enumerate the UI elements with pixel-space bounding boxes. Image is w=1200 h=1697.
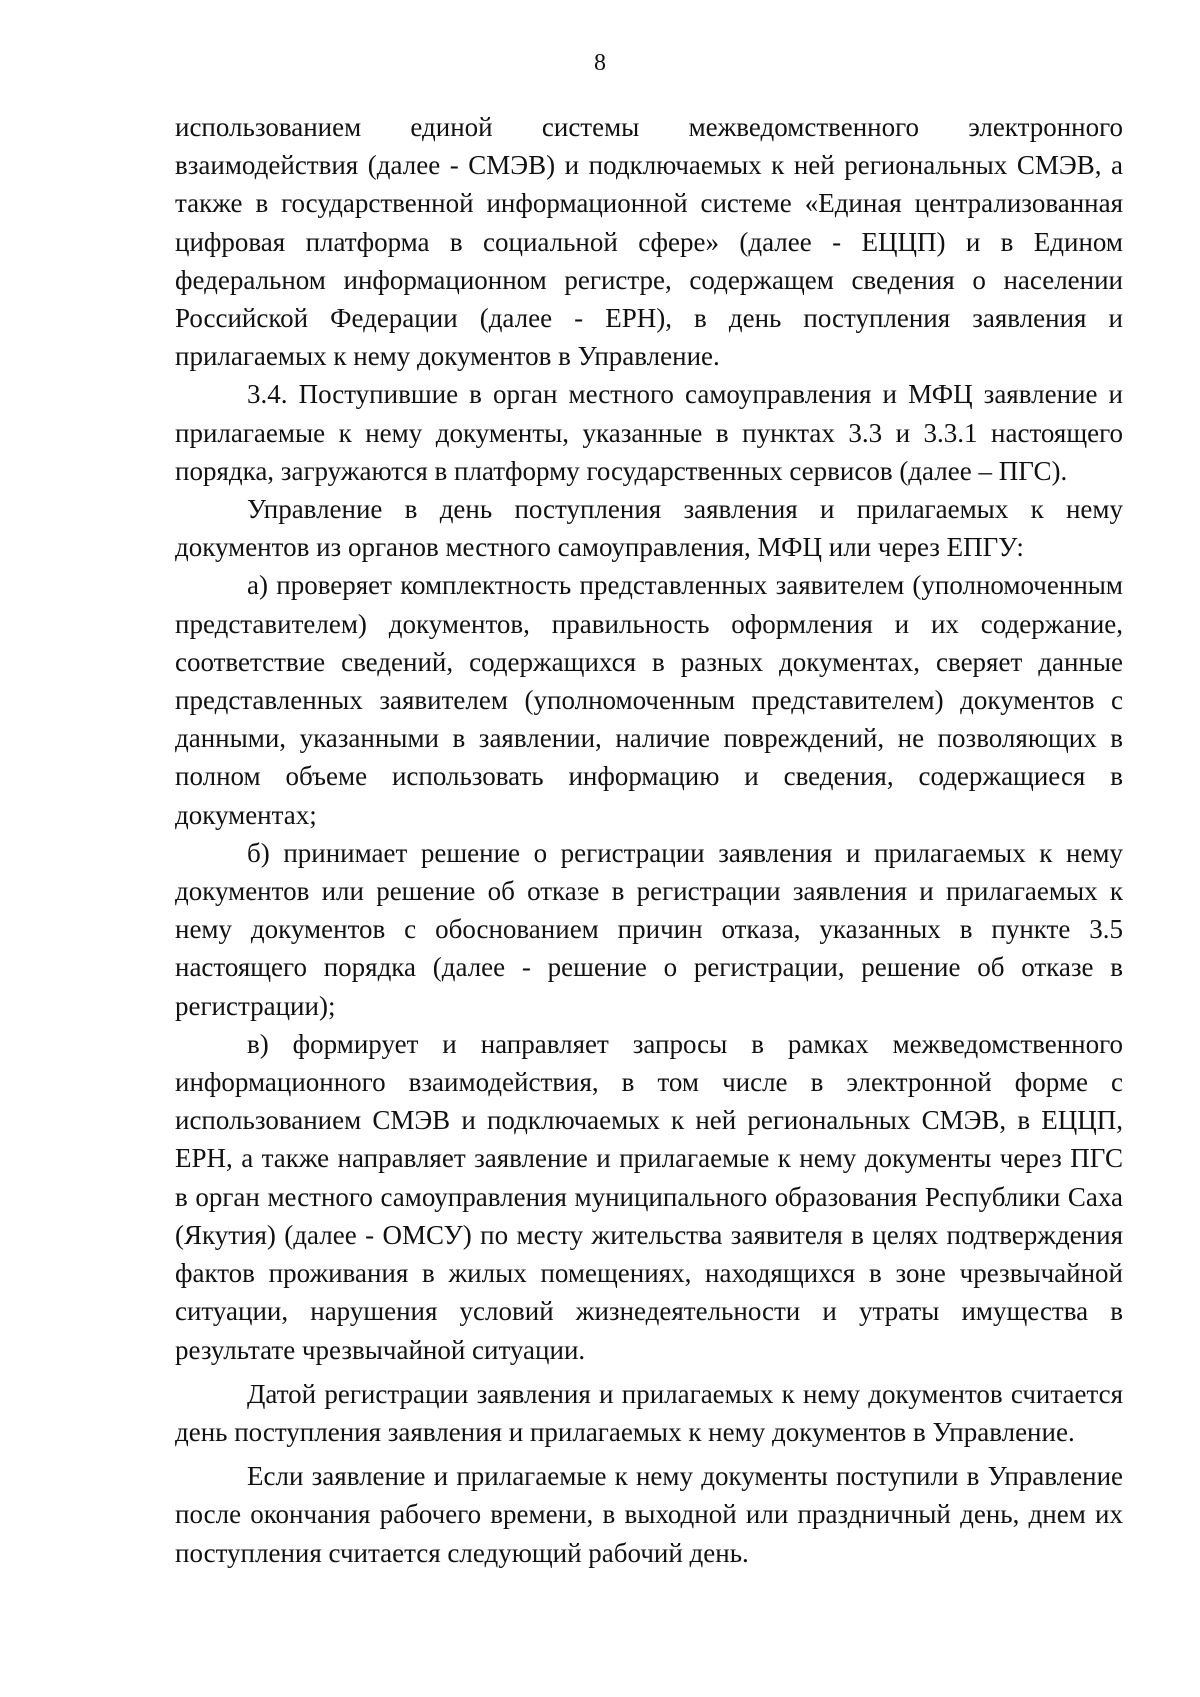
page-number: 8 (594, 50, 606, 76)
paragraph-management-duties-intro: Управление в день поступления заявления и прилагаемых к нему документов из органов местного самоуправления, МФЦ или через ЕПГУ: (175, 494, 1123, 563)
paragraph-3-4: 3.4. Поступившие в орган местного самоуправления и МФЦ заявление и прилагаемые к нему документы, указанные в пунктах 3.3 и 3.3.1 настоящего порядка, загружаются в платформу государственных сервисов (далее – ПГС). (175, 379, 1123, 486)
paragraph-registration-date: Датой регистрации заявления и прилагаемых к нему документов считается день поступления заявления и прилагаемых к нему документов в Управление. (175, 1378, 1123, 1447)
paragraph-after-hours: Если заявление и прилагаемые к нему документы поступили в Управление после окончания рабочего времени, в выходной или праздничный день, днем их поступления считается следующий рабочий день. (175, 1461, 1123, 1568)
paragraph-continuation: использованием единой системы межведомственного электронного взаимодействия (далее - СМЭВ) и подключаемых к ней региональных СМЭВ, а также в государственной информационной системе «Единая централизованная цифровая платформа в социальной сфере» (далее - ЕЦЦП) и в Едином федеральном информационном регистре, содержащем сведения о населении Российской Федерации (далее - ЕРН), в день поступления заявления и прилагаемых к нему документов в Управление. (175, 112, 1123, 372)
paragraph-item-b: б) принимает решение о регистрации заявления и прилагаемых к нему документов или решение об отказе в регистрации заявления и прилагаемых к нему документов с обоснованием причин отказа, указанных в пункте 3.5 настоящего порядка (далее - решение о регистрации, решение об отказе в регистрации); (175, 837, 1123, 1021)
paragraph-item-a: а) проверяет комплектность представленных заявителем (уполномоченным представителем) документов, правильность оформления и их содержание, соответствие сведений, содержащихся в разных документах, сверяет данные представленных заявителем (уполномоченным представителем) документов с данными, указанными в заявлении, наличие повреждений, не позволяющих в полном объеме использовать информацию и сведения, содержащиеся в документах; (175, 570, 1123, 830)
paragraph-item-v: в) формирует и направляет запросы в рамках межведомственного информационного взаимодействия, в том числе в электронной форме с использованием СМЭВ и подключаемых к ней региональных СМЭВ, в ЕЦЦП, ЕРН, а также направляет заявление и прилагаемые к нему документы через ПГС в орган местного самоуправления муниципального образования Республики Саха (Якутия) (далее - ОМСУ) по месту жительства заявителя в целях подтверждения фактов проживания в жилых помещениях, находящихся в зоне чрезвычайной ситуации, нарушения условий жизнедеятельности и утраты имущества в результате чрезвычайной ситуации. (175, 1028, 1123, 1365)
document-body (175, 108, 1123, 1572)
